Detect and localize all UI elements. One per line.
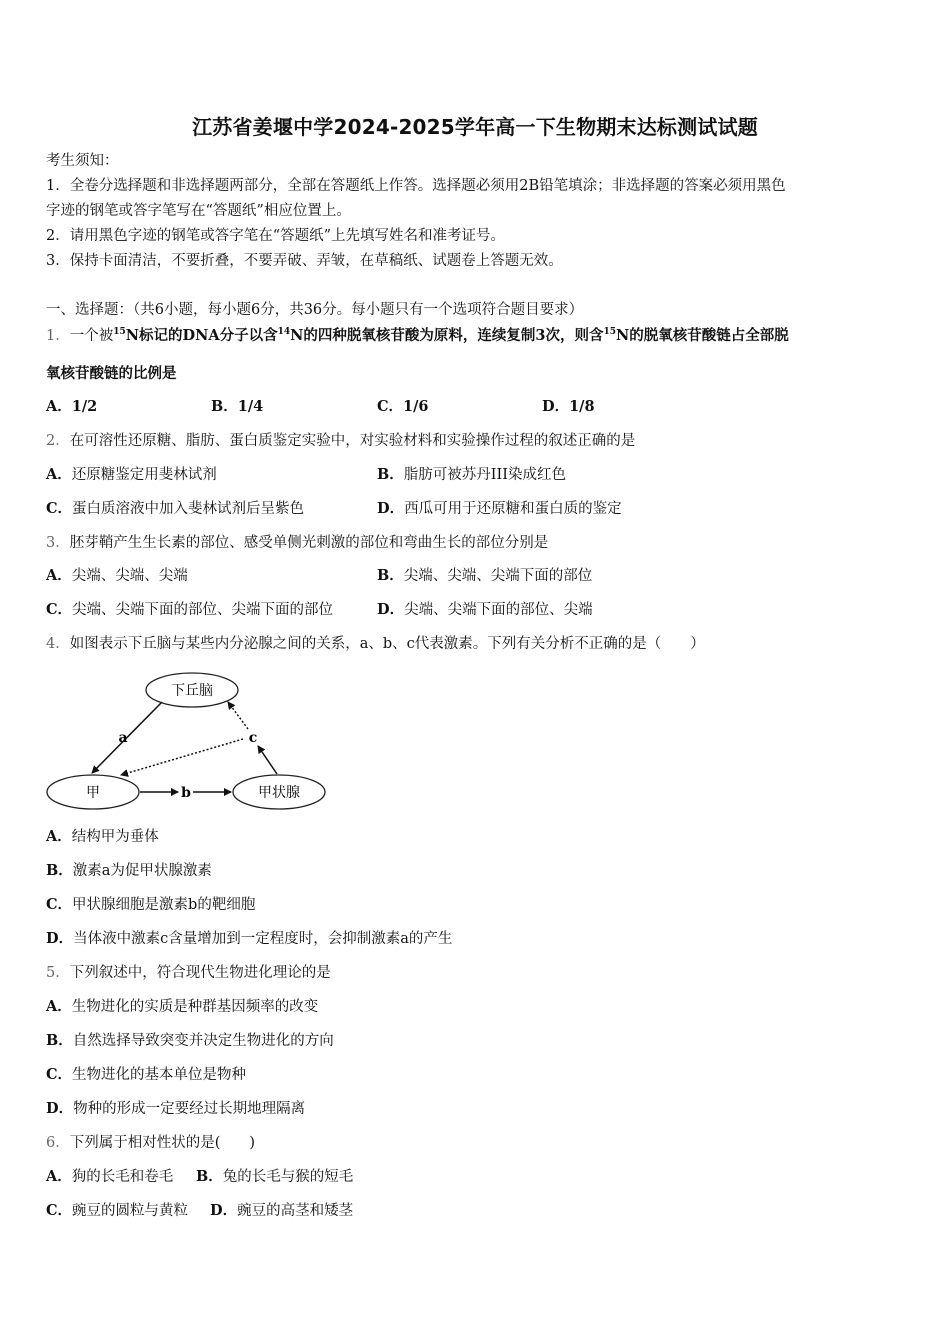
option-text: 1/4 bbox=[237, 398, 264, 415]
notice-item-2: 2．请用黑色字迹的钢笔或答字笔在“答题纸”上先填写姓名和准考证号。 bbox=[46, 228, 506, 244]
option-text: 豌豆的圆粒与黄粒 bbox=[72, 1203, 189, 1219]
option-text: 1/8 bbox=[569, 398, 595, 415]
arrow-c-up bbox=[258, 746, 277, 774]
option-a bbox=[46, 827, 159, 847]
option-label: A． bbox=[46, 828, 72, 845]
question-text: N的四种脱氧核苷酸为原料，连续复制3次，则含 bbox=[290, 327, 604, 344]
option-a bbox=[46, 465, 217, 485]
option-text: 还原糖鉴定用斐林试剂 bbox=[71, 467, 217, 483]
question-text: N标记的DNA分子以含 bbox=[125, 327, 278, 344]
question-text: 胚芽鞘产生生长素的部位、感受单侧光刺激的部位和弯曲生长的部位分别是 bbox=[69, 535, 549, 551]
superscript: 14 bbox=[277, 327, 291, 337]
option-text: 狗的长毛和卷毛 bbox=[71, 1169, 174, 1185]
option-d bbox=[377, 600, 593, 620]
option-b bbox=[46, 1031, 334, 1051]
option-label: D． bbox=[46, 930, 74, 947]
option-c bbox=[46, 1065, 246, 1085]
option-label: D． bbox=[377, 500, 405, 517]
label-a: a bbox=[118, 730, 128, 746]
option-text: 兔的长毛与猴的短毛 bbox=[222, 1169, 354, 1185]
option-d bbox=[46, 929, 452, 949]
question-text: 在可溶性还原糖、脂肪、蛋白质鉴定实验中，对实验材料和实验操作过程的叙述正确的是 bbox=[69, 433, 636, 449]
option-label: D． bbox=[542, 398, 570, 415]
question-text: N的脱氧核苷酸链占全部脱 bbox=[616, 327, 789, 344]
option-a bbox=[46, 997, 318, 1017]
option-text: 1/6 bbox=[403, 398, 429, 415]
option-text: 西瓜可用于还原糖和蛋白质的鉴定 bbox=[404, 501, 622, 517]
question-3 bbox=[46, 533, 548, 553]
option-label: D． bbox=[46, 1100, 74, 1117]
option-b bbox=[211, 397, 263, 417]
option-label: B． bbox=[377, 466, 404, 483]
option-c bbox=[46, 895, 255, 915]
question-number: 3． bbox=[46, 535, 70, 551]
option-text: 蛋白质溶液中加入斐林试剂后呈紫色 bbox=[72, 501, 305, 517]
option-b bbox=[196, 1167, 353, 1187]
option-label: A． bbox=[46, 1168, 72, 1185]
question-number: 1． bbox=[46, 328, 70, 344]
question-number: 2． bbox=[46, 433, 70, 449]
option-text: 甲状腺细胞是激素b的靶细胞 bbox=[72, 897, 256, 913]
question-number: 6． bbox=[46, 1135, 70, 1151]
hypothalamus-label: 下丘脑 bbox=[171, 683, 213, 699]
feedback-to-jia bbox=[121, 739, 243, 775]
option-c bbox=[46, 1201, 188, 1221]
question-6 bbox=[46, 1133, 255, 1153]
option-d bbox=[46, 1099, 305, 1119]
option-text: 自然选择导致突变并决定生物进化的方向 bbox=[72, 1033, 334, 1049]
feedback-to-hypothalamus bbox=[228, 702, 248, 729]
option-b bbox=[46, 861, 212, 881]
option-c bbox=[377, 397, 429, 417]
option-label: D． bbox=[377, 601, 405, 618]
option-label: C． bbox=[46, 896, 73, 913]
question-1 bbox=[46, 326, 789, 346]
option-text: 生物进化的实质是种群基因频率的改变 bbox=[71, 999, 319, 1015]
option-text: 尖端、尖端下面的部位、尖端 bbox=[404, 602, 593, 618]
superscript: 15 bbox=[603, 327, 617, 337]
option-label: A． bbox=[46, 567, 72, 584]
option-label: C． bbox=[377, 398, 404, 415]
notice-heading: 考生须知： bbox=[46, 153, 119, 169]
question-text: 下列叙述中，符合现代生物进化理论的是 bbox=[69, 965, 331, 981]
option-label: B． bbox=[211, 398, 238, 415]
option-text: 生物进化的基本单位是物种 bbox=[72, 1067, 247, 1083]
notice-item-1-cont: 字迹的钢笔或答字笔写在“答题纸”相应位置上。 bbox=[46, 203, 351, 219]
option-d bbox=[210, 1201, 353, 1221]
option-label: C． bbox=[46, 1066, 73, 1083]
superscript: 15 bbox=[113, 327, 126, 337]
option-label: D． bbox=[210, 1202, 238, 1219]
option-label: B． bbox=[196, 1168, 223, 1185]
option-text: 尖端、尖端、尖端下面的部位 bbox=[403, 568, 593, 584]
question-number: 4． bbox=[46, 636, 70, 652]
question-2 bbox=[46, 431, 635, 451]
question-number: 5． bbox=[46, 965, 70, 981]
option-label: C． bbox=[46, 500, 73, 517]
option-text: 1/2 bbox=[71, 398, 98, 415]
question-4 bbox=[46, 634, 705, 654]
option-text: 结构甲为垂体 bbox=[71, 829, 159, 845]
option-text: 激素a为促甲状腺激素 bbox=[72, 863, 212, 879]
label-c: c bbox=[248, 730, 258, 746]
option-b bbox=[377, 566, 592, 586]
option-d bbox=[542, 397, 595, 417]
notice-item-1: 1．全卷分选择题和非选择题两部分，全部在答题纸上作答。选择题必须用2B铅笔填涂；非选择题的答案必须用黑色 bbox=[46, 178, 786, 194]
notice-item-3: 3．保持卡面清洁，不要折叠，不要弄破、弄皱，在草稿纸、试题卷上答题无效。 bbox=[46, 253, 563, 269]
option-label: A． bbox=[46, 998, 72, 1015]
option-c bbox=[46, 600, 333, 620]
option-b bbox=[377, 465, 566, 485]
option-c bbox=[46, 499, 304, 519]
option-text: 尖端、尖端、尖端 bbox=[71, 568, 188, 584]
question-5 bbox=[46, 963, 331, 983]
option-label: C． bbox=[46, 601, 73, 618]
option-label: B． bbox=[377, 567, 404, 584]
hormone-diagram bbox=[40, 665, 340, 815]
option-label: B． bbox=[46, 862, 73, 879]
option-a bbox=[46, 1167, 173, 1187]
question-text: 下列属于相对性状的是( ) bbox=[69, 1135, 256, 1151]
option-a bbox=[46, 566, 188, 586]
option-text: 脂肪可被苏丹III染成红色 bbox=[403, 467, 566, 483]
option-label: B． bbox=[46, 1032, 73, 1049]
page-title: 江苏省姜堰中学2024-2025学年高一下生物期末达标测试试题 bbox=[192, 115, 758, 139]
option-text: 物种的形成一定要经过长期地理隔离 bbox=[73, 1101, 306, 1117]
option-text: 豌豆的高茎和矮茎 bbox=[237, 1203, 354, 1219]
question-1-cont: 氧核苷酸链的比例是 bbox=[46, 365, 177, 382]
label-b: b bbox=[181, 785, 191, 801]
option-label: A． bbox=[46, 466, 72, 483]
question-text: 一个被 bbox=[69, 328, 114, 344]
thyroid-label: 甲状腺 bbox=[258, 785, 300, 801]
option-text: 当体液中激素c含量增加到一定程度时，会抑制激素a的产生 bbox=[73, 931, 453, 947]
option-a bbox=[46, 397, 97, 417]
option-text: 尖端、尖端下面的部位、尖端下面的部位 bbox=[72, 602, 334, 618]
option-d bbox=[377, 499, 622, 519]
question-text: 如图表示下丘脑与某些内分泌腺之间的关系，a、b、c代表激素。下列有关分析不正确的是（ ） bbox=[69, 636, 705, 652]
jia-label: 甲 bbox=[86, 785, 100, 801]
section-heading: 一、选择题：（共6小题，每小题6分，共36分。每小题只有一个选项符合题目要求） bbox=[46, 302, 584, 318]
option-label: C． bbox=[46, 1202, 73, 1219]
option-label: A． bbox=[46, 398, 72, 415]
